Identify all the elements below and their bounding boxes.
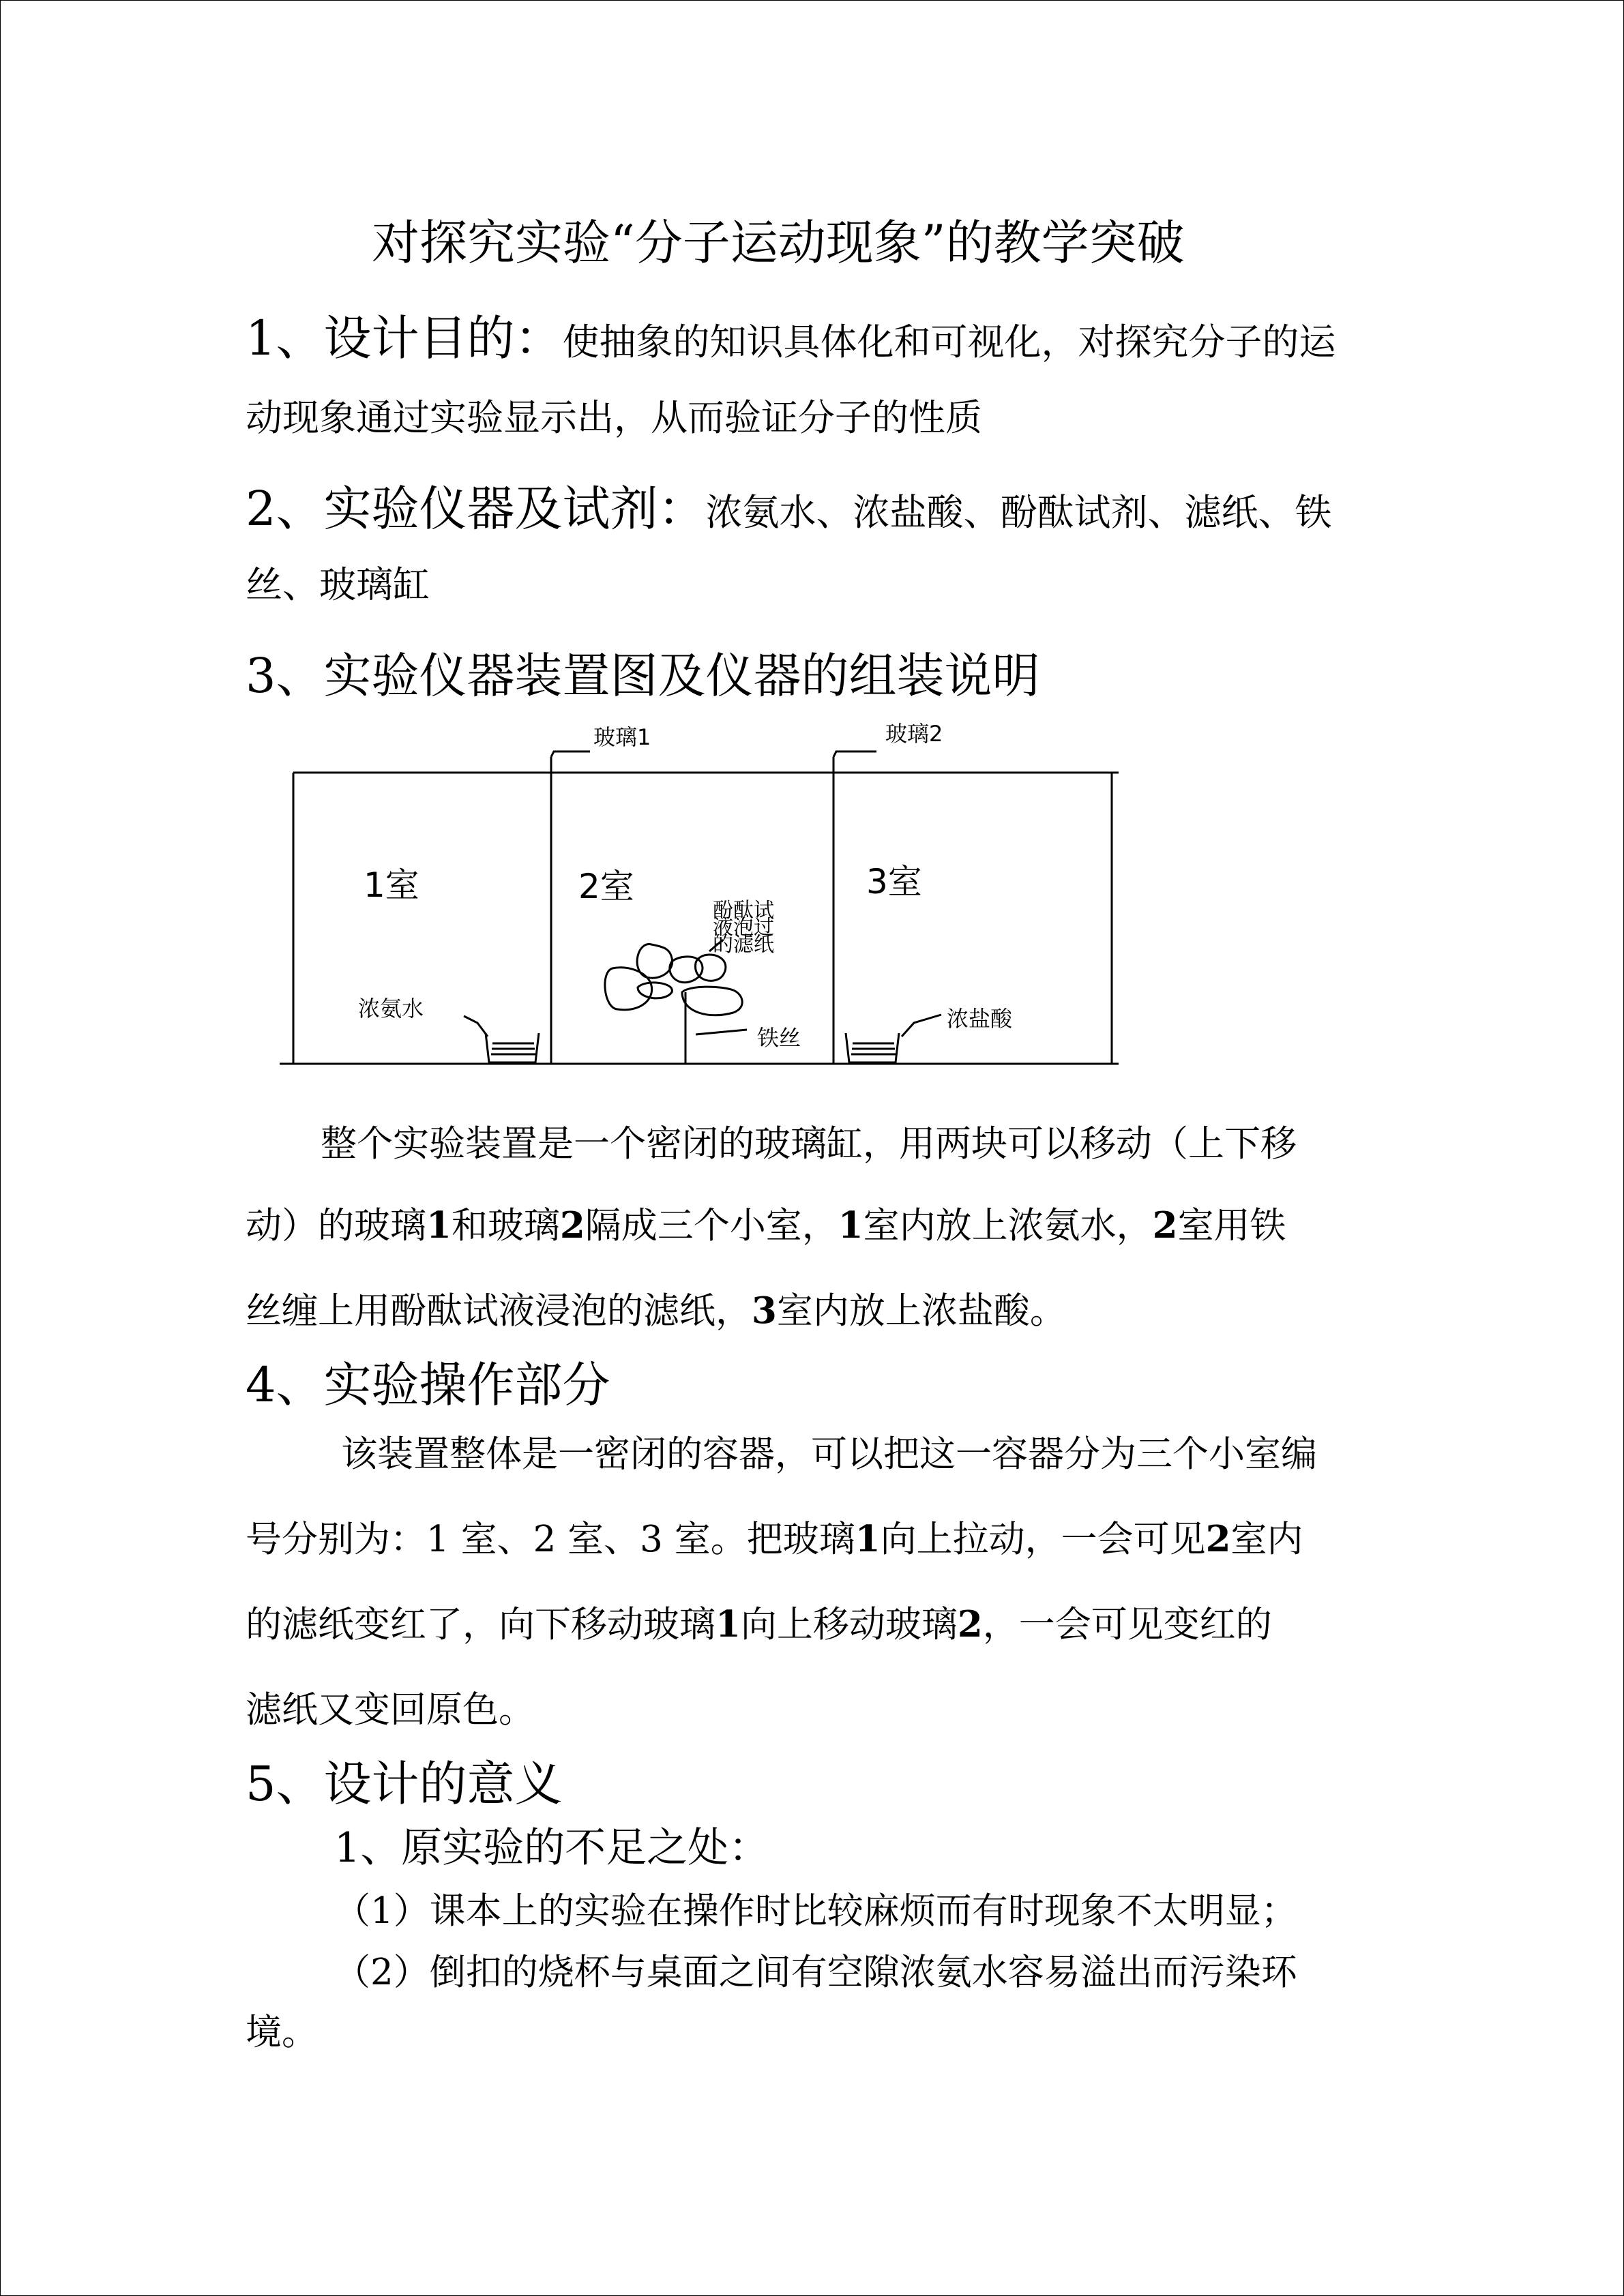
section-1-text: 使抽象的知识具体化和可视化，对探究分子的运: [562, 320, 1336, 363]
section-4-line-3: 的滤纸变红了，向下移动玻璃1向上移动玻璃2，一会可见变红的: [246, 1603, 1272, 1645]
filter-paper-piece: [696, 955, 726, 981]
filter-paper-label-1: 酚酞试: [713, 899, 774, 923]
room-3-label: 3室: [866, 862, 922, 901]
section-5-item-1: （1）课本上的实验在操作时比较麻烦而有时现象不太明显；: [334, 1890, 1297, 1932]
section-1-heading: 1、设计目的：: [246, 310, 563, 366]
glass-2-leader: [833, 751, 876, 757]
section-4-heading: 4、实验操作部分: [246, 1357, 610, 1413]
apparatus-diagram: [0, 0, 1624, 1105]
glass-1-label: 玻璃1: [593, 724, 651, 750]
section-5-heading: 5、设计的意义: [246, 1756, 563, 1812]
glass-2-label: 玻璃2: [885, 721, 943, 747]
filter-paper-piece: [605, 968, 652, 1010]
section-5-item-2: （2）倒扣的烧杯与桌面之间有空隙浓氨水容易溢出而污染环: [334, 1952, 1297, 1993]
section-1-line-2: 动现象通过实验显示出，从而验证分子的性质: [246, 396, 982, 439]
ammonia-label: 浓氨水: [358, 996, 424, 1022]
section-4-line-2: 号分别为：1 室、2 室、3 室。把玻璃1向上拉动，一会可见2室内: [246, 1518, 1303, 1560]
section-5-item-2-continued: 境。: [246, 2012, 318, 2053]
description-line-1: 整个实验装置是一个密闭的玻璃缸，用两块可以移动（上下移: [321, 1123, 1297, 1165]
filter-paper-piece: [638, 983, 672, 998]
glass-1-leader: [551, 751, 590, 757]
section-2-line-2: 丝、玻璃缸: [246, 563, 430, 606]
section-5-subheading: 1、原实验的不足之处：: [334, 1824, 770, 1872]
wire-leader: [696, 1030, 747, 1034]
section-2-heading: 2、实验仪器及试剂：: [246, 481, 706, 537]
description-line-2: 动）的玻璃1和玻璃2隔成三个小室，1室内放上浓氨水，2室用铁: [246, 1204, 1286, 1247]
filter-paper-piece: [682, 987, 742, 1015]
ammonia-leader: [464, 1016, 488, 1037]
room-2-label: 2室: [578, 867, 634, 906]
section-4-line-1: 该装置整体是一密闭的容器，可以把这一容器分为三个小室编: [341, 1433, 1317, 1475]
hcl-label: 浓盐酸: [947, 1006, 1013, 1032]
filter-paper-label-3: 的滤纸: [713, 933, 774, 957]
document-title: 对探究实验“分子运动现象”的教学突破: [372, 215, 1185, 271]
section-4-line-4: 滤纸又变回原色。: [246, 1689, 535, 1731]
filter-paper-label-2: 液泡过: [713, 916, 774, 940]
section-2-text: 浓氨水、浓盐酸、酚酞试剂、滤纸、铁: [705, 491, 1332, 534]
iron-wire-label: 铁丝: [757, 1025, 801, 1051]
hcl-leader: [902, 1015, 941, 1037]
description-line-3: 丝缠上用酚酞试液浸泡的滤纸，3室内放上浓盐酸。: [246, 1289, 1066, 1332]
room-1-label: 1室: [364, 865, 419, 905]
section-3-heading: 3、实验仪器装置图及仪器的组装说明: [246, 648, 1040, 704]
